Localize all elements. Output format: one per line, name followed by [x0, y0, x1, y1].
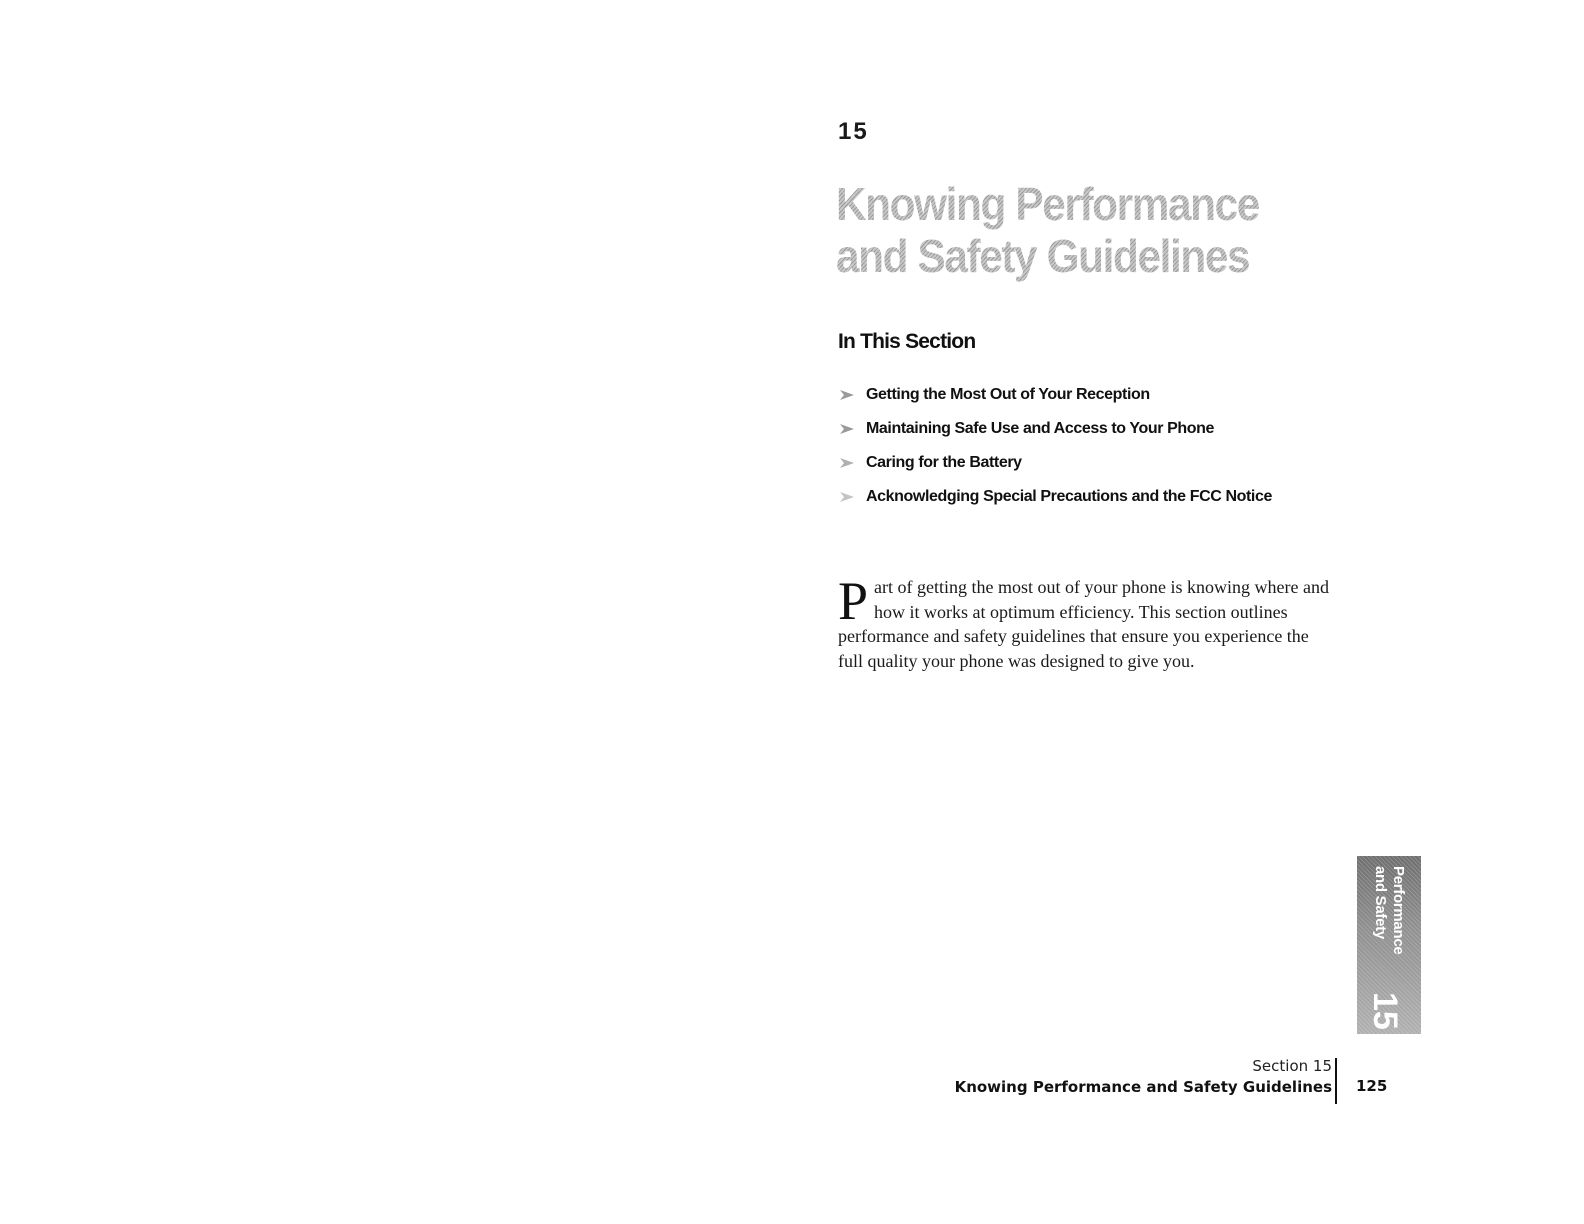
side-tab-label [1371, 866, 1407, 954]
intro-text: art of getting the most out of your phone is knowing where and how it works at optimum efficiency. This section outlines performance and safety guidelines that ensure you experience the full quality your phone was designed to give you. [838, 577, 1329, 671]
running-footer [955, 1056, 1332, 1098]
side-tab-line-2: and Safety [1372, 866, 1389, 939]
list-item-label: Caring for the Battery [866, 454, 1022, 471]
list-item[interactable] [838, 480, 1272, 514]
list-item-label: Getting the Most Out of Your Reception [866, 386, 1150, 403]
chapter-title: Knowing Performance and Safety Guidelines [836, 178, 1333, 282]
footer-title: Knowing Performance and Safety Guidelines [954, 1078, 1332, 1096]
arrow-right-icon [838, 421, 858, 437]
list-item[interactable] [838, 446, 1272, 480]
list-item-label: Acknowledging Special Precautions and the FCC Notice [866, 488, 1272, 505]
in-this-section-heading: In This Section [838, 330, 976, 353]
list-item[interactable] [838, 378, 1272, 412]
chapter-number: 15 [838, 118, 869, 145]
list-item[interactable] [838, 412, 1272, 446]
intro-paragraph [838, 571, 1330, 673]
list-item-label: Maintaining Safe Use and Access to Your Phone [866, 420, 1215, 437]
side-tab-line-1: Performance [1390, 866, 1407, 955]
footer-section-label: Section 15 [1252, 1057, 1332, 1075]
arrow-right-icon [838, 387, 858, 403]
page-number: 125 [1356, 1077, 1388, 1095]
arrow-right-icon [838, 455, 858, 471]
section-side-tab [1357, 856, 1421, 1034]
side-tab-number: 15 [1366, 992, 1404, 1030]
section-contents-list [838, 378, 1272, 514]
arrow-right-icon [838, 489, 858, 505]
drop-cap: P [838, 571, 869, 631]
footer-divider [1335, 1058, 1337, 1104]
